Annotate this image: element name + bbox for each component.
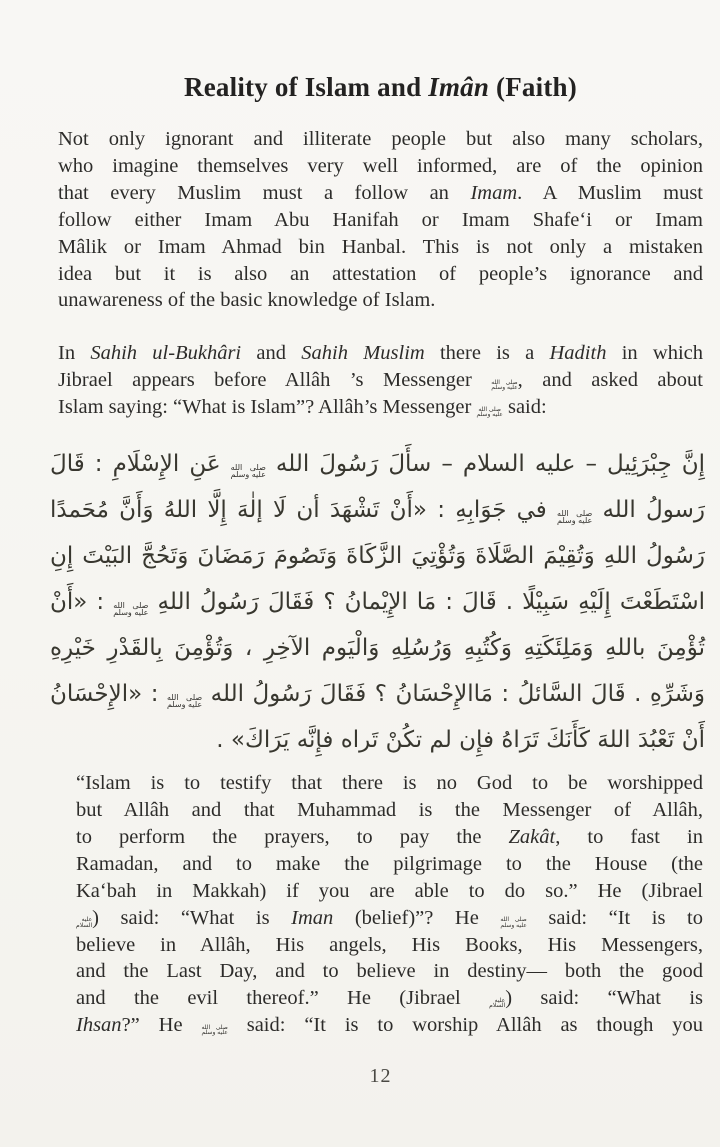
text-run: : «الإِحْسَانُ: [50, 681, 167, 708]
text-run: said: “It is to worship Allâh as though you: [227, 1014, 703, 1037]
text-run: said: “It is to: [526, 906, 703, 929]
text-line: [50, 579, 705, 625]
text-line: [76, 905, 703, 932]
text-line: [76, 932, 703, 959]
text-line: [58, 234, 703, 261]
alayhi-salam-honorific-seal-icon: عليه السلام: [489, 996, 506, 1010]
text-run: عَنِ الإِسْلَامِ : قَالَ: [50, 451, 231, 478]
italic-text-run: Sahih ul-Bukhâri: [90, 342, 242, 365]
saws-honorific-seal-icon: صلى الله عليه وسلم: [201, 1023, 228, 1037]
text-line: [50, 717, 705, 763]
text-line: [76, 1012, 703, 1039]
saws-honorific-seal-icon: صلى الله عليه وسلم: [476, 405, 503, 419]
text-run: اسْتَطَعْتَ إِلَيْهِ سَبِيْلًا . قَالَ : مَا الإِيْمانُ ؟ فَقَالَ رَسُولُ اللهِ: [148, 589, 705, 616]
text-line: [58, 153, 703, 180]
page-title: [58, 70, 703, 104]
text-run: , and asked about: [517, 369, 703, 392]
text-run: said:: [502, 396, 547, 419]
text-line: [50, 533, 705, 579]
page-number: 12: [369, 1065, 392, 1088]
text-line: [50, 487, 705, 533]
text-run: , to fast in: [555, 825, 703, 848]
italic-text-run: Sahih Muslim: [301, 342, 425, 365]
text-run: In: [58, 342, 91, 365]
text-run: who imagine themselves very well informed, are of the opinion: [58, 154, 703, 177]
text-run: Jibrael appears before Allâh ’s Messenger: [58, 369, 492, 392]
text-run: follow either Imam Abu Hanifah or Imam Shafe‘i or Imam: [58, 208, 703, 231]
text-run: ) said: “What is: [505, 987, 703, 1010]
text-run: . A Muslim must: [517, 181, 703, 204]
text-line: [58, 126, 703, 153]
text-run: في جَوَابِهِ : «أَنْ تَشْهَدَ أن لَا إلٰهَ إِلَّا اللهُ وَأَنَّ مُحَمدًا: [50, 497, 558, 524]
text-run: أَنْ تَعْبُدَ اللهَ كَأَنَكَ تَرَاهُ فإِن لم تكُنْ تَراه فإِنَّه يَرَاكَ» .: [216, 727, 705, 754]
text-run: إِنَّ جِبْرَئِيل – عليه السلام – سأَلَ رَسُولَ الله: [265, 451, 705, 478]
saws-honorific-seal-icon: صلى الله عليه وسلم: [500, 916, 527, 929]
paragraph-translation: [58, 770, 703, 1039]
text-run: there is a: [424, 342, 550, 365]
text-run: تُؤْمِنَ باللهِ وَمَلِئَكَتِهِ وَكُتُبِهِ وَرُسُلِهِ وَالْيَوم الآخِرِ ، وَتُؤْمِنَ بِالقَدْرِ خَيْرِهِ: [50, 635, 705, 662]
text-line: [58, 180, 703, 207]
text-run: Reality of Islam and: [184, 72, 429, 102]
saws-honorific-seal-icon: صلى الله عليه وسلم: [113, 600, 149, 618]
text-run: Not only ignorant and illiterate people but also many scholars,: [58, 128, 703, 150]
text-run: (belief)”? He: [333, 906, 501, 929]
text-run: “Islam is to testify that there is no God to be worshipped: [76, 772, 703, 795]
text-line: [76, 958, 703, 985]
text-line: [76, 985, 703, 1012]
text-run: that every Muslim must a follow an: [58, 181, 471, 204]
text-run: in which: [606, 342, 704, 365]
saws-honorific-seal-icon: صلى الله عليه وسلم: [557, 508, 593, 526]
text-run: Ramadan, and to make the pilgrimage to the House (the: [76, 852, 703, 875]
paragraph-intro: [58, 126, 703, 314]
text-run: رَسولُ الله: [592, 497, 706, 524]
saws-honorific-seal-icon: صلى الله عليه وسلم: [491, 378, 518, 392]
text-line: [76, 797, 703, 824]
text-run: and the Last Day, and to believe in destiny— both the good: [76, 960, 703, 983]
text-run: : «أَنْ: [50, 589, 114, 616]
text-line: [58, 367, 703, 394]
text-run: رَسُولُ اللهِ وَتُقِيْمَ الصَّلَاةَ وَتُؤْتِيَ الزَّكَاةَ وَتَصُومَ رَمَضَانَ وَتَحُجَّ البَيْتَ إِنِ: [50, 543, 705, 570]
text-run: believe in Allâh, His angels, His Books, His Messengers,: [76, 933, 703, 956]
italic-text-run: Hadith: [549, 342, 607, 365]
text-run: وَشَرِّهِ . قَالَ السَّائلُ : مَاالإِحْسَانُ ؟ فَقَالَ رَسُولُ الله: [202, 681, 705, 708]
text-run: (Faith): [489, 72, 577, 102]
text-line: [76, 878, 703, 905]
text-line: [76, 770, 703, 797]
text-run: idea but it is also an attestation of people’s ignorance and: [58, 262, 703, 285]
text-run: ?” He: [121, 1014, 202, 1037]
text-run: and: [241, 342, 302, 365]
text-line: [50, 625, 705, 671]
text-line: [58, 261, 703, 288]
text-line: [50, 441, 705, 487]
italic-text-run: Zakât: [508, 825, 556, 848]
italic-text-run: Imân: [428, 72, 490, 102]
text-run: Mâlik or Imam Ahmad bin Hanbal. This is not only a mistaken: [58, 235, 703, 258]
italic-text-run: Imam: [470, 181, 518, 204]
saws-honorific-seal-icon: صلى الله عليه وسلم: [230, 462, 266, 480]
italic-text-run: Iman: [291, 906, 334, 929]
text-line: [58, 394, 703, 421]
saws-honorific-seal-icon: صلى الله عليه وسلم: [166, 692, 203, 710]
alayhi-salam-honorific-seal-icon: عليه السلام: [76, 916, 93, 929]
text-line: [58, 287, 703, 314]
text-line: [76, 824, 703, 851]
text-run: and the evil thereof.” He (Jibrael: [76, 987, 490, 1010]
text-run: unawareness of the basic knowledge of Islam.: [58, 289, 436, 312]
text-run: to perform the prayers, to pay the: [76, 825, 509, 848]
arabic-hadith-quote: [50, 441, 705, 763]
paragraph-hadith-intro: [58, 340, 703, 421]
text-run: ) said: “What is: [92, 906, 292, 929]
text-line: [58, 340, 703, 367]
text-line: [76, 851, 703, 878]
text-run: Islam saying: “What is Islam”? Allâh’s Messenger: [58, 396, 477, 419]
text-run: Ka‘bah in Makkah) if you are able to do so.” He (Jibrael: [76, 879, 703, 902]
text-line: [50, 671, 705, 717]
text-line: [58, 207, 703, 234]
italic-text-run: Ihsan: [76, 1014, 122, 1037]
text-run: but Allâh and that Muhammad is the Messenger of Allâh,: [76, 798, 703, 821]
